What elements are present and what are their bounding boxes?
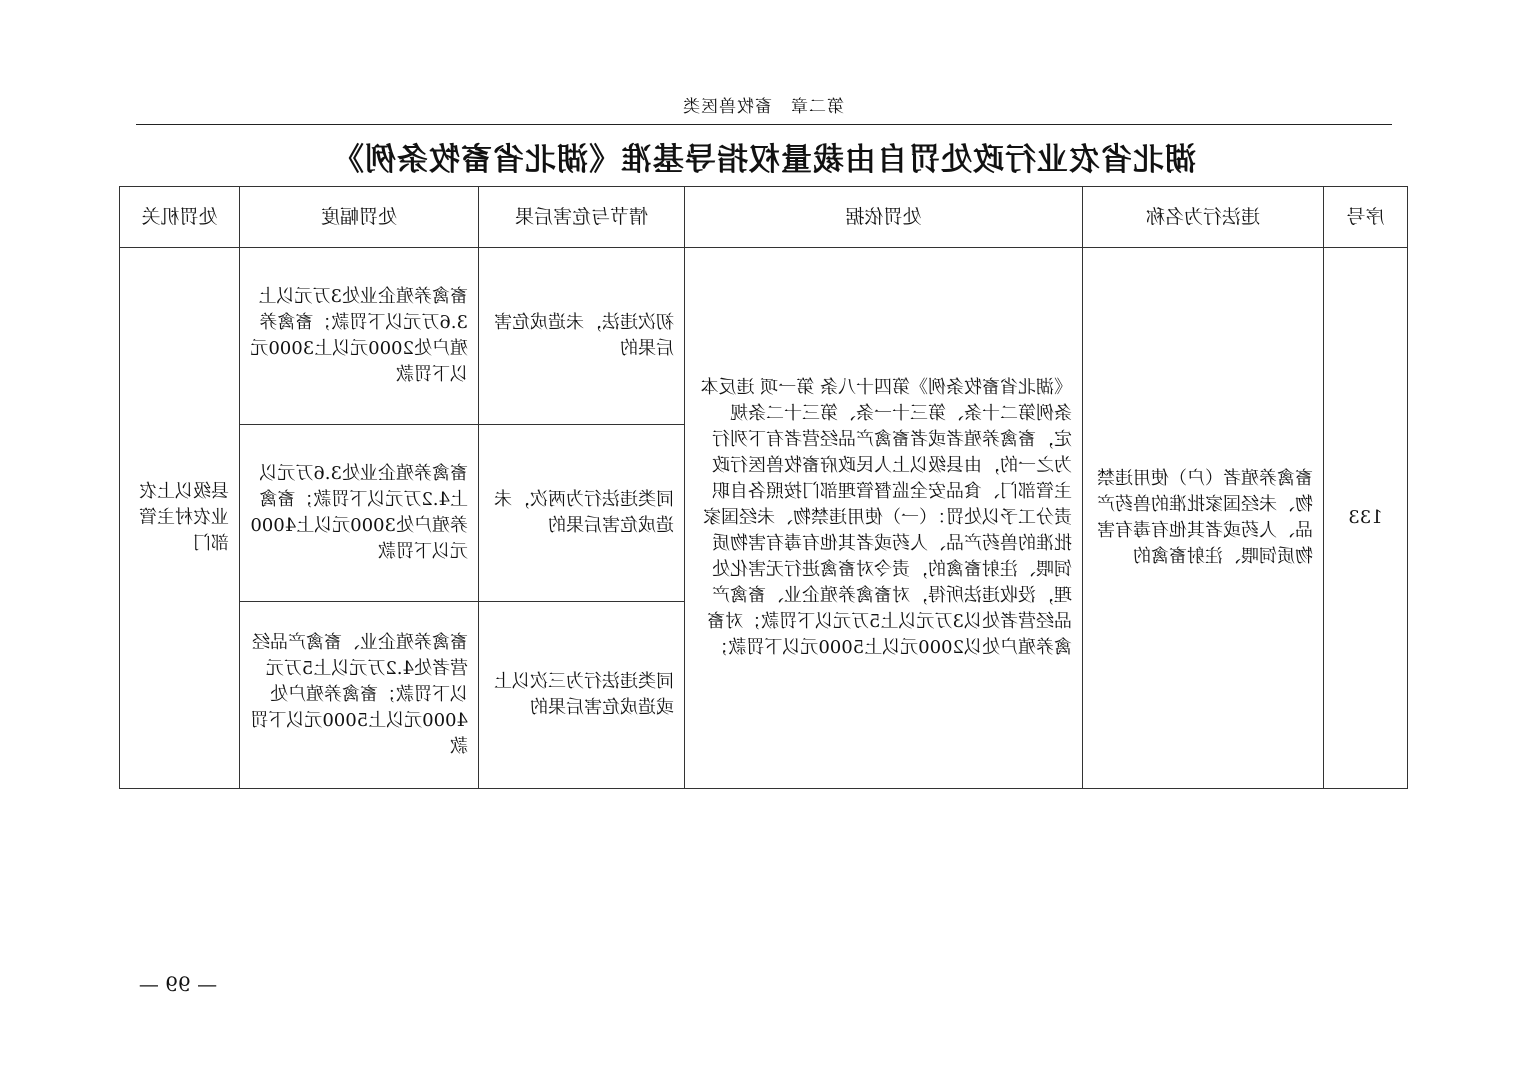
chapter-header: 第二章 畜牧兽医类	[682, 97, 844, 117]
column-header-violation: 违法行为名称	[1083, 187, 1324, 248]
cell-violation: 畜禽养殖者（户）使用违禁物、未经国家批准的兽药产品、人药或者其他有毒有害物质饲喂、注射畜禽的	[1083, 248, 1324, 789]
header-divider	[136, 124, 1392, 125]
table-header-row	[120, 187, 1408, 248]
cell-range: 畜禽养殖企业、畜禽产品经营者处4.2万元以上5万元以下罚款；畜禽养殖户处4000元以上5000元以下罚款	[240, 602, 479, 789]
cell-range: 畜禽养殖企业处3.6万元以上4.2万元以下罚款；畜禽养殖户处3000元以上4000元以下罚款	[240, 425, 479, 602]
column-header-circumstance: 情节与危害后果	[479, 187, 685, 248]
cell-circumstance: 同类违法行为两次，未造成危害后果的	[479, 425, 685, 602]
column-header-authority: 处罚机关	[120, 187, 240, 248]
cell-basis: 《湖北省畜牧条例》第四十八条 第一项 违反本条例第二十条、第三十一条、第三十二条规定，畜禽养殖者或者畜禽产品经营者有下列行为之一的，由县级以上人民政府畜牧兽医行政主管部门、食品安全监督管理部门按照各自职责分工予以处罚：（一）使用违禁物、未经国家批准的兽药产品、人药或者其他有毒有害物质饲喂、注射畜禽的，责令对畜禽进行无害化处理，没收违法所得，对畜禽养殖企业、畜禽产品经营者处以3万元以上5万元以下罚款；对畜禽养殖户处以2000元以上5000元以下罚款；	[685, 248, 1083, 789]
cell-circumstance: 同类违法行为三次以上或造成危害后果的	[479, 602, 685, 789]
column-header-basis: 处罚依据	[685, 187, 1083, 248]
column-header-seq: 序号	[1324, 187, 1408, 248]
cell-circumstance: 初次违法，未造成危害后果的	[479, 248, 685, 425]
cell-authority: 县级以上农业农村主管部门	[120, 248, 240, 789]
table-row	[120, 248, 1408, 425]
penalty-standard-table	[119, 186, 1408, 789]
column-header-range: 处罚幅度	[240, 187, 479, 248]
cell-range: 畜禽养殖企业处3万元以上3.6万元以下罚款；畜禽养殖户处2000元以上3000元以下罚款	[240, 248, 479, 425]
document-title: 湖北省农业行政处罚自由裁量权指导基准《湖北省畜牧条例》	[332, 142, 1196, 178]
page-number: — 99 —	[138, 972, 218, 996]
cell-seq: 133	[1324, 248, 1408, 789]
